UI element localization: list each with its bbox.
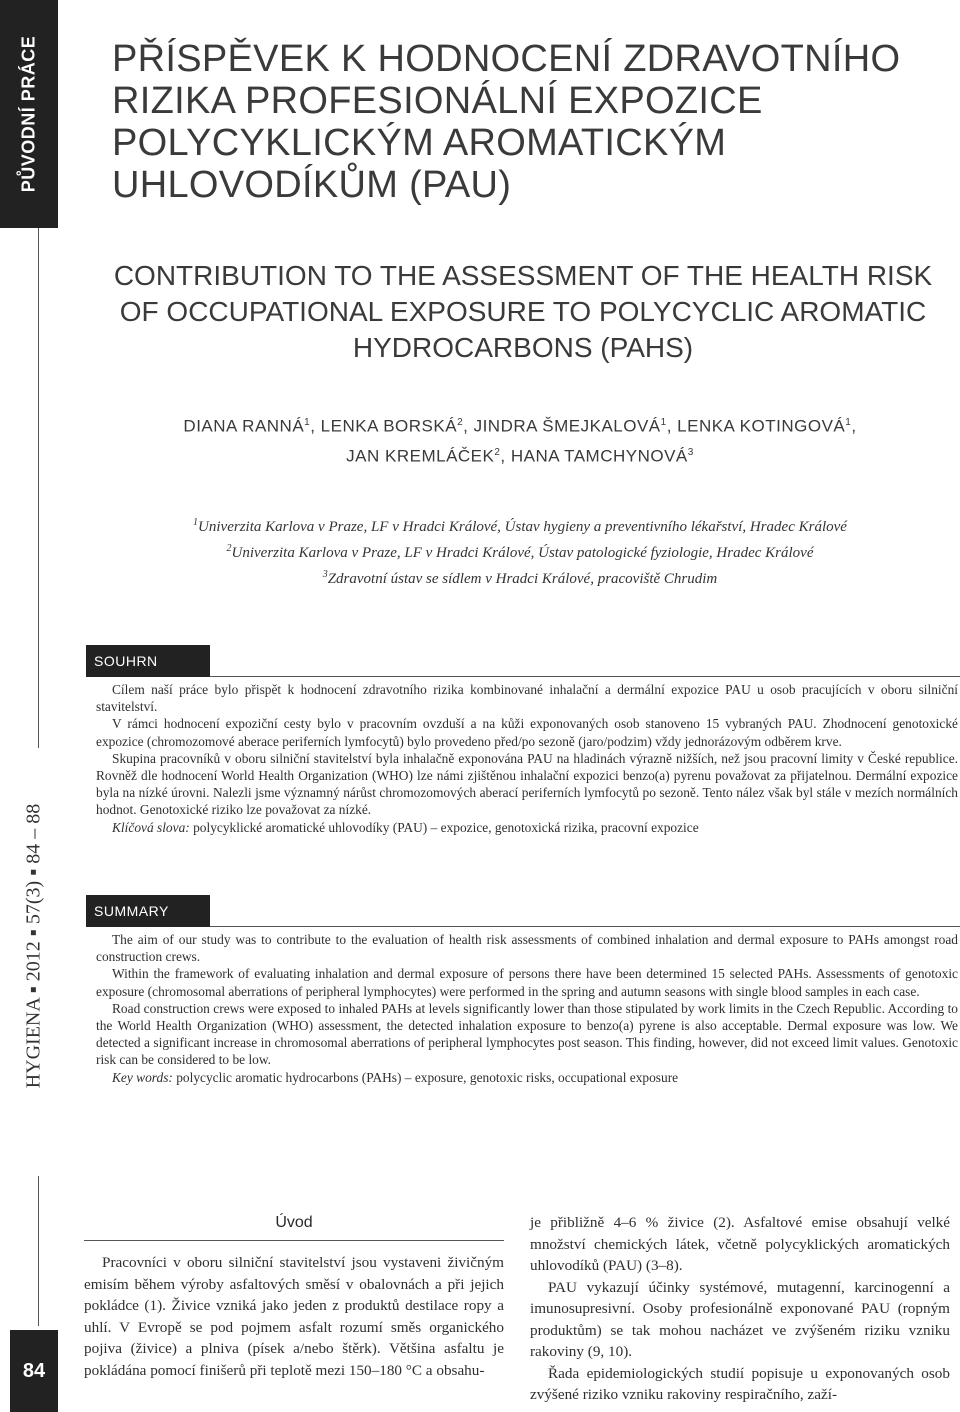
title-cz-line: PŘÍSPĚVEK K HODNOCENÍ ZDRAVOTNÍHO: [112, 38, 901, 80]
body-column-left: [84, 1252, 504, 1381]
summary-rule: [210, 926, 960, 927]
author-name: , LENKA KOTINGOVÁ: [666, 416, 846, 436]
souhrn-paragraph: V rámci hodnocení expoziční cesty bylo v pracovním ovzduší a na kůži exponovaných osob stanoveno 15 vybraných PAU. Zhodnocení genotoxické expozice (chromozomové aberace periferních lymfocytů) bylo provedeno před/po sezoně (jaro/podzim) vždy jednorázovým odběrem krve.: [96, 716, 958, 749]
intro-heading: Úvod: [275, 1214, 313, 1231]
summary-keywords: [96, 1069, 958, 1086]
author-affil-mark: 1: [845, 417, 852, 428]
body-paragraph: je přibližně 4–6 % živice (2). Asfaltové emise obsahují velké množství chemických látek, včetně polycyklických aromatických uhlovodíků (PAU) (3–8).: [530, 1214, 950, 1274]
affiliation-mark: 2: [226, 543, 232, 554]
author-list: [90, 410, 950, 469]
author-name: , LENKA BORSKÁ: [310, 416, 458, 436]
affiliation: [90, 564, 950, 590]
affiliation-text: Zdravotní ústav se sídlem v Hradci Králové, pracoviště Chrudim: [327, 571, 718, 587]
affiliations: [90, 512, 950, 590]
section-label: PŮVODNÍ PRÁCE: [18, 35, 39, 193]
author-affil-mark: 2: [494, 446, 501, 458]
summary-heading: SUMMARY: [86, 895, 210, 927]
author-name: , JINDRA ŠMEJKALOVÁ: [463, 416, 661, 436]
title-cz-line: RIZIKA PROFESIONÁLNÍ EXPOZICE: [112, 80, 763, 122]
intro-rule: [84, 1240, 504, 1241]
summary-paragraph: Road construction crews were exposed to inhaled PAHs at levels significantly lower than those stipulated by work limits in the Czech Republic. According to the World Health Organization (WHO) assessment, the detected inhalation exposure to benzo(a) pyrene is also acceptable. Dermal exposure was low. We detected a significant increase in chromosomal aberrations of peripheral lymphocytes post season. This finding, however, did not exceed limit values. Genotoxic risk can be considered to be low.: [96, 1000, 958, 1068]
affiliation-mark: 1: [193, 517, 199, 528]
souhrn-rule: [210, 676, 960, 677]
author-line: [90, 440, 950, 470]
summary-body: [96, 931, 958, 1086]
journal-citation: HYGIENA ▪ 2012 ▪ 57(3) ▪ 84 – 88: [22, 803, 45, 1089]
title-cz-line: UHLOVODÍKŮM (PAU): [112, 164, 512, 206]
affiliation-text: Univerzita Karlova v Praze, LF v Hradci Králové, Ústav hygieny a preventivního lékařství, Hradec Králové: [198, 519, 847, 535]
body-paragraph: Pracovníci v oboru silniční stavitelství jsou vystaveni živičným emisím během výroby asfaltových směsí v obalovnách a při jejich pokládce (1). Živice vzniká jako jeden z produktů destilace ropy a uhlí. V Evropě se pod pojmem asfalt rozumí směs organického pojiva (živice) a plniva (písek a/nebo štěrk). Většina asfaltu je pokládána pomocí finišerů při teplotě mezi 150–180 °C a obsahu-: [84, 1254, 504, 1379]
summary-paragraph: The aim of our study was to contribute to the evaluation of health risk assessments of combined inhalation and dermal exposure to PAHs amongst road construction crews.: [96, 932, 958, 965]
souhrn-paragraph: Skupina pracovníků v oboru silniční stavitelství byla inhalačně exponována PAU na hladinách výrazně nižších, než jsou pracovní limity v České republice. Rovněž dle hodnocení World Health Organization (WHO) lze námi zjištěnou inhalační expozici benzo(a) pyrenu považovat za přijatelnou. Dermální expozice byla na nízké úrovni. Nalezli jsme významný nárůst chromozomových aberací periferních lymfocytů po sezoně. Tento nález však byl stále v mezích normálních hodnot. Genotoxické riziko lze považovat za nízké.: [96, 750, 958, 818]
title-cz-line: POLYCYKLICKÝM AROMATICKÝM: [112, 122, 727, 164]
page-number: 84: [10, 1330, 58, 1412]
author-affil-mark: 3: [687, 446, 694, 458]
author-affil-mark: 1: [660, 417, 667, 428]
affiliation: [90, 512, 950, 538]
souhrn-paragraph: Cílem naší práce bylo přispět k hodnocení zdravotního rizika kombinované inhalační a dermální expozice PAU u osob pracujících v oboru silniční stavitelství.: [96, 682, 958, 715]
body-paragraph: Řada epidemiologických studií popisuje u exponovaných osob zvýšené riziko vzniku rakoviny respiračního, zaží-: [530, 1364, 950, 1403]
affiliation-mark: 3: [322, 569, 328, 580]
title-en-line: CONTRIBUTION TO THE ASSESSMENT OF THE HEALTH RISK: [113, 260, 933, 291]
author-affil-mark: 2: [457, 417, 464, 428]
summary-paragraph: Within the framework of evaluating inhalation and dermal exposure of persons there have been determined 15 selected PAHs. Assessments of genotoxic exposure (chromosomal aberrations of peripheral lymphocytes) were performed in the spring and autumn seasons with single blood samples in each case.: [96, 966, 958, 999]
keywords-label: Klíčová slova:: [112, 819, 190, 835]
keywords-label: Key words:: [112, 1069, 173, 1085]
author-name: DIANA RANNÁ: [183, 416, 305, 436]
author-name: JAN KREMLÁČEK: [346, 446, 495, 466]
affiliation-text: Univerzita Karlova v Praze, LF v Hradci Králové, Ústav patologické fyziologie, Hradec Králové: [231, 545, 814, 561]
body-paragraph: PAU vykazují účinky systémové, mutagenní, karcinogenní a imunosupresivní. Osoby profesionálně exponované PAU (ropným produktům) se tak mohou nacházet ve zvýšeném riziku vzniku rakoviny (9, 10).: [530, 1278, 950, 1360]
souhrn-keywords: [96, 819, 958, 836]
author-affil-mark: 1: [304, 417, 311, 428]
title-en-line: HYDROCARBONS (PAHS): [352, 332, 694, 363]
souhrn-heading: SOUHRN: [86, 645, 210, 677]
author-separator: ,: [851, 416, 857, 436]
affiliation: [90, 538, 950, 564]
sidebar-rule: [38, 228, 39, 748]
souhrn-body: [96, 681, 958, 836]
keywords-text: polycyclic aromatic hydrocarbons (PAHs) – exposure, genotoxic risks, occupational exposure: [172, 1069, 679, 1085]
title-czech: [112, 38, 942, 206]
title-en-line: OF OCCUPATIONAL EXPOSURE TO POLYCYCLIC AROMATIC: [119, 296, 927, 327]
author-name: , HANA TAMCHYNOVÁ: [500, 446, 688, 466]
body-column-right: [530, 1212, 950, 1406]
author-line: [90, 410, 950, 440]
section-label-box: [0, 0, 58, 228]
title-english: [86, 258, 960, 366]
sidebar-rule-bottom: [38, 1176, 39, 1326]
keywords-text: polycyklické aromatické uhlovodíky (PAU) – expozice, genotoxická rizika, pracovní expozice: [189, 819, 699, 835]
